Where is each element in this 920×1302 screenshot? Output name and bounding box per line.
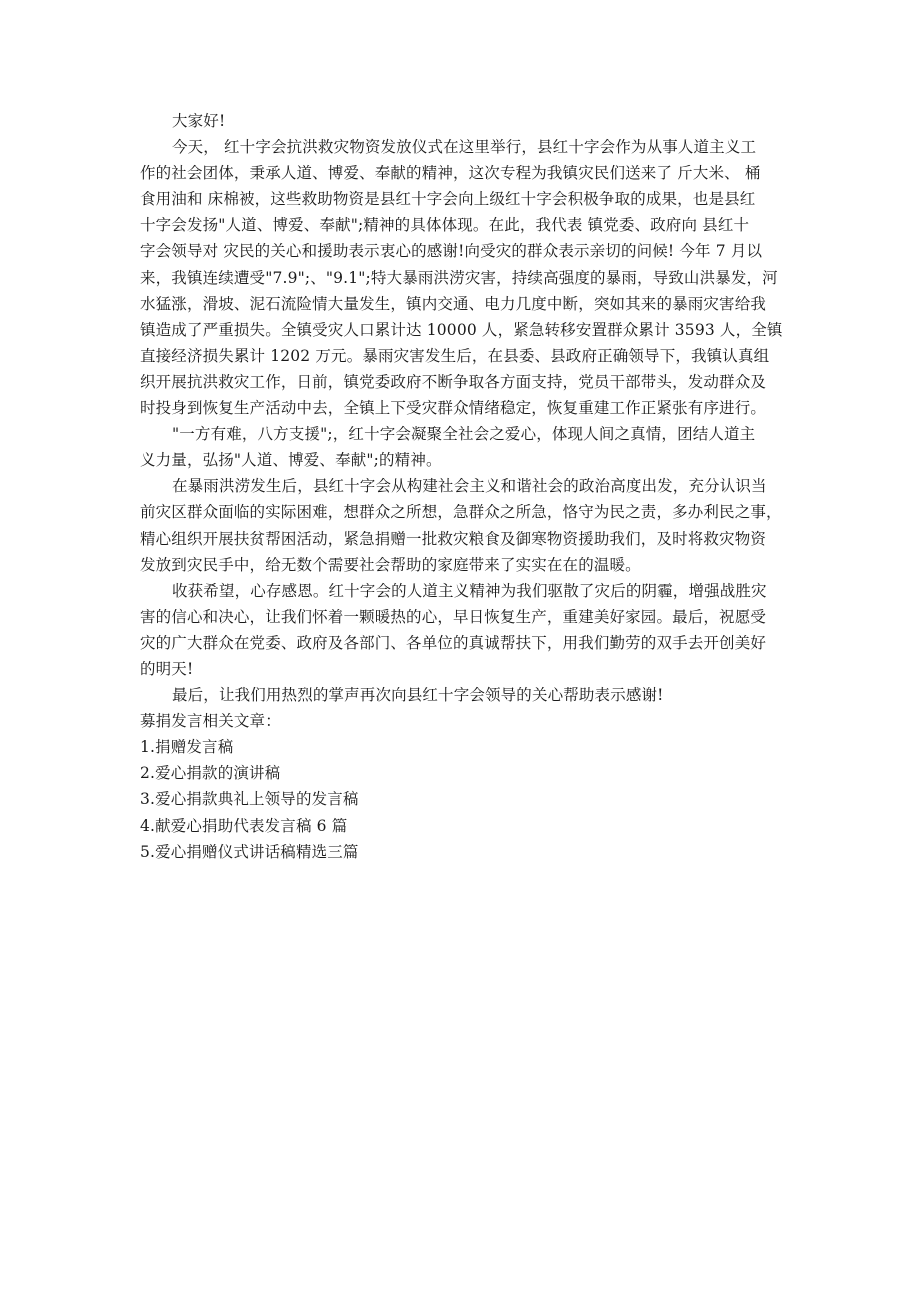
paragraph-2 — [140, 421, 792, 473]
paragraph-line: "一方有难，八方支援";，红十字会凝聚全社会之爱心，体现人间之真情，团结人道主 — [172, 425, 756, 444]
paragraph-line: 水猛涨，滑坡、泥石流险情大量发生，镇内交通、电力几度中断，突如其来的暴雨灾害给我 — [140, 294, 767, 313]
paragraph-line: 时投身到恢复生产活动中去，全镇上下受灾群众情绪稳定，恢复重建工作正紧张有序进行。 — [140, 399, 767, 418]
paragraph-line: 十字会发扬"人道、博爱、奉献";精神的具体体现。在此，我代表 镇党委、政府向 县红十 — [140, 216, 750, 235]
paragraph-1 — [140, 134, 792, 421]
paragraph-line: 前灾区群众面临的实际困难，想群众之所想，急群众之所急，恪守为民之责，多办利民之事， — [140, 503, 782, 522]
related-heading: 募捐发言相关文章： — [140, 712, 281, 731]
paragraph-line: 食用油和 床棉被，这些救助物资是县红十字会向上级红十字会积极争取的成果，也是县红 — [140, 190, 756, 209]
paragraph-line: 直接经济损失累计 1202 万元。暴雨灾害发生后，在县委、县政府正确领导下，我镇认真组 — [140, 346, 770, 365]
paragraph-line: 镇造成了严重损失。全镇受灾人口累计达 10000 人，紧急转移安置群众累计 3593 人，全镇 — [140, 320, 783, 339]
paragraph-line: 灾的广大群众在党委、政府及各部门、各单位的真诚帮扶下，用我们勤劳的双手去开创美好 — [140, 633, 767, 652]
paragraph-4 — [140, 578, 792, 682]
paragraph-line: 发放到灾民手中，给无数个需要社会帮助的家庭带来了实实在在的温暖。 — [140, 555, 641, 574]
related-link-5[interactable]: 5.爱心捐赠仪式讲话稿精选三篇 — [140, 842, 359, 861]
greeting: 大家好! — [172, 112, 226, 130]
paragraph-line: 害的信心和决心，让我们怀着一颗暖热的心，早日恢复生产，重建美好家园。最后，祝愿受 — [140, 607, 767, 626]
paragraph-line: 织开展抗洪救灾工作，日前，镇党委政府不断争取各方面支持，党员干部带头，发动群众及 — [140, 372, 767, 391]
paragraph-3 — [140, 473, 792, 577]
paragraph-line: 在暴雨洪涝发生后，县红十字会从构建社会主义和谐社会的政治高度出发，充分认识当 — [172, 477, 767, 496]
document-page — [140, 108, 792, 865]
paragraph-line: 精心组织开展扶贫帮困活动，紧急捐赠一批救灾粮食及御寒物资援助我们，及时将救灾物资 — [140, 529, 767, 548]
paragraph-line: 最后，让我们用热烈的掌声再次向县红十字会领导的关心帮助表示感谢! — [172, 686, 664, 705]
related-link-1[interactable]: 1.捐赠发言稿 — [140, 738, 234, 757]
related-link-3[interactable]: 3.爱心捐款典礼上领导的发言稿 — [140, 790, 359, 809]
paragraph-line: 收获希望，心存感恩。红十字会的人道主义精神为我们驱散了灾后的阴霾，增强战胜灾 — [172, 581, 767, 600]
paragraph-line: 作的社会团体，秉承人道、博爱、奉献的精神，这次专程为我镇灾民们送来了 斤大米、 桶 — [140, 164, 761, 183]
related-articles — [140, 708, 792, 865]
paragraph-line: 今天， 红十字会抗洪救灾物资发放仪式在这里举行，县红十字会作为从事人道主义工 — [172, 138, 757, 157]
paragraph-line: 的明天! — [140, 659, 194, 678]
related-link-4[interactable]: 4.献爱心捐助代表发言稿 6 篇 — [140, 816, 348, 835]
paragraph-line: 字会领导对 灾民的关心和援助表示衷心的感谢!向受灾的群众表示亲切的问候! 今年 7 月以 — [140, 242, 763, 261]
paragraph-5 — [140, 682, 792, 708]
paragraph-line: 来，我镇连续遭受"7.9";、"9.1";特大暴雨洪涝灾害，持续高强度的暴雨，导致山洪暴发，河 — [140, 268, 778, 287]
paragraph-line: 义力量，弘扬"人道、博爱、奉献";的精神。 — [140, 451, 442, 470]
related-link-2[interactable]: 2.爱心捐款的演讲稿 — [140, 764, 281, 783]
